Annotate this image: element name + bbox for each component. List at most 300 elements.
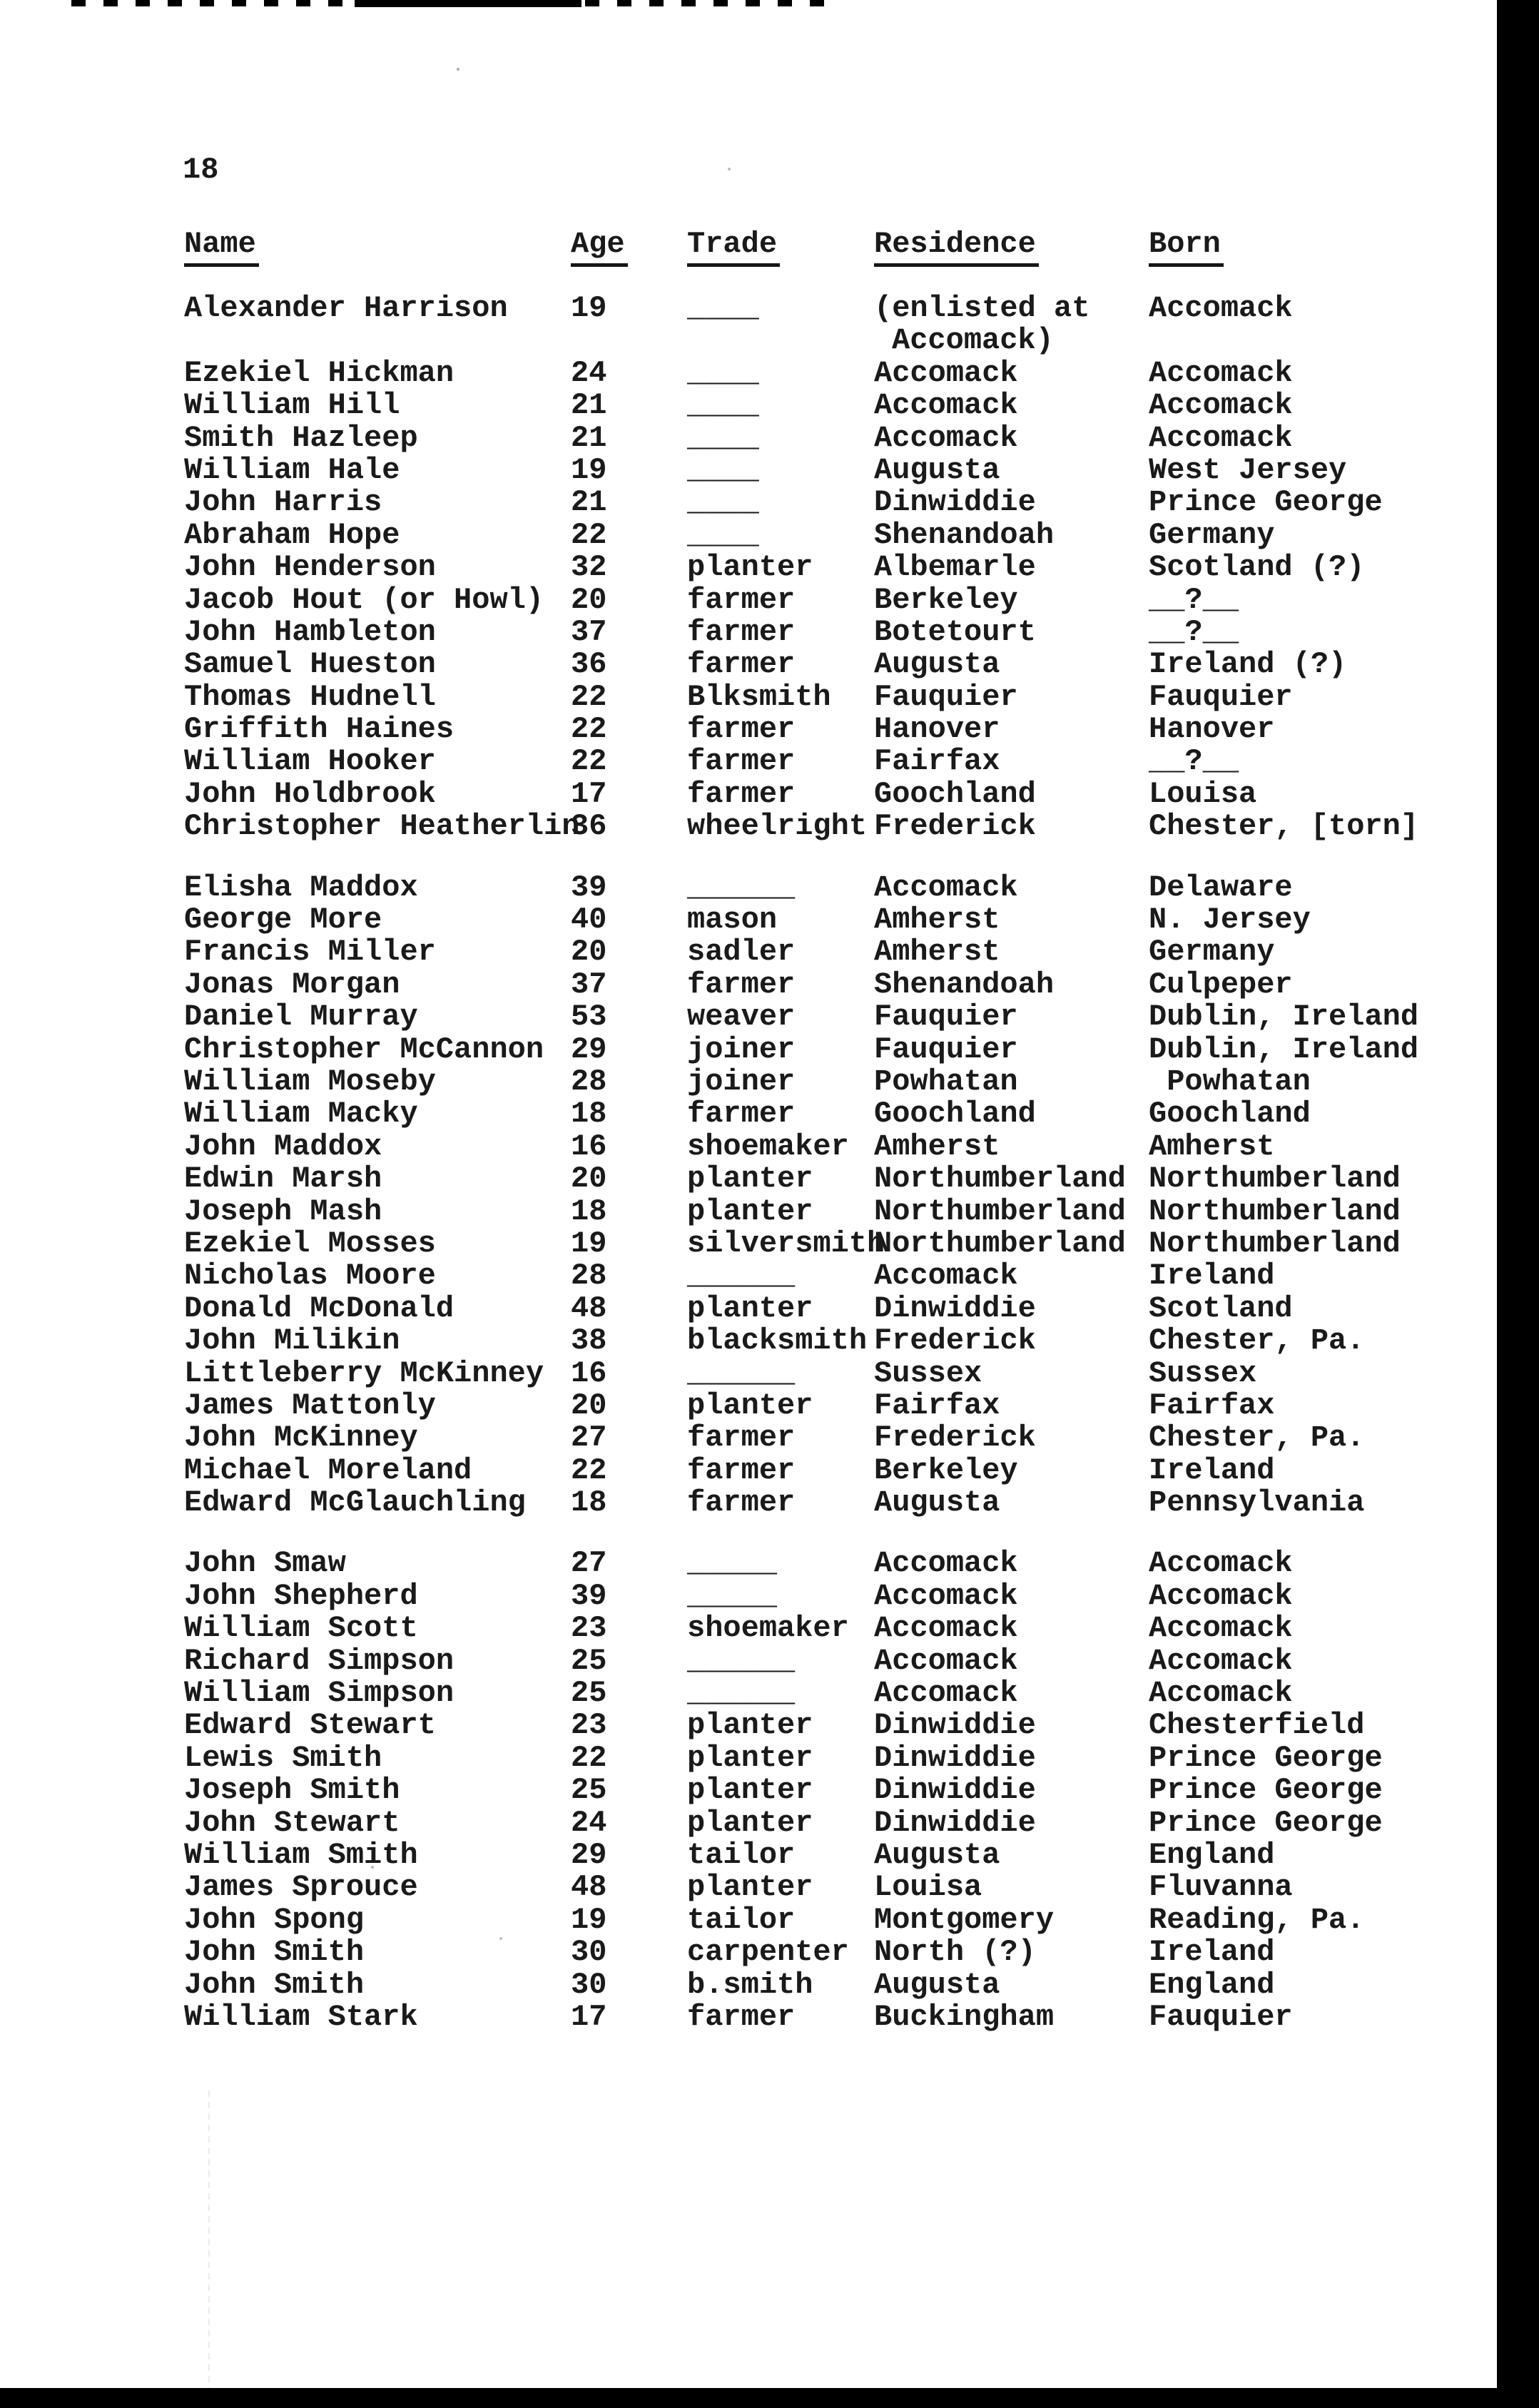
residence-cell: Augusta bbox=[874, 647, 1000, 682]
residence-cell: Accomack bbox=[874, 420, 1018, 455]
age-cell: 23 bbox=[571, 1611, 607, 1646]
page-number: 18 bbox=[183, 153, 219, 187]
trade-cell: sadler bbox=[687, 935, 796, 970]
name-cell: William Simpson bbox=[184, 1676, 454, 1711]
table-row bbox=[184, 2001, 1511, 2033]
trade-cell: ____ bbox=[687, 291, 759, 325]
table-row bbox=[184, 616, 1511, 649]
table-row bbox=[184, 681, 1511, 713]
trade-cell: ______ bbox=[687, 1356, 796, 1391]
table-row bbox=[184, 1325, 1511, 1357]
born-cell: Northumberland bbox=[1149, 1162, 1401, 1197]
table-row bbox=[184, 1710, 1511, 1742]
born-cell: Accomack bbox=[1149, 420, 1293, 455]
age-cell: 20 bbox=[571, 582, 607, 617]
residence-cell: Botetourt bbox=[874, 614, 1036, 649]
age-cell: 40 bbox=[571, 903, 607, 938]
name-cell: Edward McGlauchling bbox=[184, 1485, 526, 1520]
name-cell: William Hill bbox=[184, 388, 400, 423]
scan-speck bbox=[457, 68, 459, 71]
trade-cell: farmer bbox=[687, 744, 796, 779]
residence-cell: Fauquier bbox=[874, 679, 1018, 714]
table-row bbox=[184, 519, 1511, 552]
table-row bbox=[184, 487, 1511, 519]
column-header-name: Name bbox=[184, 228, 259, 267]
age-cell: 25 bbox=[571, 1773, 607, 1808]
name-cell: John Shepherd bbox=[184, 1578, 418, 1613]
born-cell: Delaware bbox=[1149, 870, 1293, 905]
table-row bbox=[184, 1904, 1511, 1936]
age-cell: 21 bbox=[571, 420, 607, 455]
residence-cell: North (?) bbox=[874, 1935, 1036, 1970]
residence-cell: Fairfax bbox=[874, 744, 1000, 779]
age-cell: 30 bbox=[571, 1935, 607, 1970]
table-row bbox=[184, 422, 1511, 454]
name-cell: Christopher Heatherlin bbox=[184, 809, 580, 844]
age-cell: 20 bbox=[571, 1162, 607, 1197]
name-cell: John McKinney bbox=[184, 1421, 418, 1456]
age-cell: 39 bbox=[571, 1578, 607, 1613]
trade-cell: ____ bbox=[687, 355, 759, 390]
trade-cell: farmer bbox=[687, 1453, 796, 1488]
column-header-residence: Residence bbox=[874, 228, 1039, 267]
trade-cell: tailor bbox=[687, 1837, 796, 1872]
born-cell: West Jersey bbox=[1149, 452, 1347, 487]
born-cell: England bbox=[1149, 1837, 1275, 1872]
name-cell: Abraham Hope bbox=[184, 517, 400, 552]
table-row bbox=[184, 1098, 1511, 1130]
table-row bbox=[184, 1034, 1511, 1066]
age-cell: 30 bbox=[571, 1967, 607, 2002]
table-row bbox=[184, 1163, 1511, 1195]
residence-cell: Augusta bbox=[874, 452, 1000, 487]
age-cell: 21 bbox=[571, 388, 607, 423]
trade-cell: joiner bbox=[687, 1065, 796, 1099]
name-cell: John Smaw bbox=[184, 1546, 346, 1581]
table-row bbox=[184, 1487, 1511, 1519]
trade-cell: blacksmith bbox=[687, 1324, 868, 1358]
table-header bbox=[184, 228, 1468, 273]
age-cell: 22 bbox=[571, 744, 607, 779]
residence-cell: Dinwiddie bbox=[874, 1805, 1036, 1840]
trade-cell: planter bbox=[687, 1773, 813, 1808]
column-header-age: Age bbox=[571, 228, 628, 267]
trade-cell: farmer bbox=[687, 647, 796, 682]
residence-cell: Accomack bbox=[874, 870, 1018, 905]
table-row bbox=[184, 1066, 1511, 1098]
table-row bbox=[184, 1358, 1511, 1390]
name-cell: Francis Miller bbox=[184, 935, 436, 970]
residence-cell: Hanover bbox=[874, 712, 1000, 747]
residence-cell: Augusta bbox=[874, 1837, 1000, 1872]
residence-cell: Buckingham bbox=[874, 1999, 1055, 2034]
born-cell: Germany bbox=[1149, 517, 1275, 552]
residence-cell: Northumberland bbox=[874, 1194, 1126, 1229]
residence-cell: (enlisted at bbox=[874, 291, 1090, 325]
name-cell: John Maddox bbox=[184, 1129, 382, 1164]
trade-cell: ____ bbox=[687, 485, 759, 520]
born-cell: Powhatan bbox=[1149, 1065, 1311, 1099]
name-cell: Griffith Haines bbox=[184, 712, 454, 747]
name-cell: John Holdbrook bbox=[184, 776, 436, 811]
residence-cell: Accomack bbox=[874, 1676, 1018, 1711]
age-cell: 36 bbox=[571, 809, 607, 844]
age-cell: 27 bbox=[571, 1421, 607, 1456]
name-cell: John Milikin bbox=[184, 1324, 400, 1358]
name-cell: William Hooker bbox=[184, 744, 436, 779]
table-row bbox=[184, 1293, 1511, 1325]
trade-cell: farmer bbox=[687, 712, 796, 747]
trade-cell: silversmith bbox=[687, 1226, 885, 1261]
residence-cell: Goochland bbox=[874, 1097, 1036, 1132]
table-row bbox=[184, 1936, 1511, 1968]
table-row bbox=[184, 293, 1511, 357]
name-cell: John Stewart bbox=[184, 1805, 400, 1840]
residence-cell: Frederick bbox=[874, 809, 1036, 844]
table-row bbox=[184, 1228, 1511, 1260]
age-cell: 25 bbox=[571, 1643, 607, 1678]
trade-cell: farmer bbox=[687, 967, 796, 1002]
name-cell: William Stark bbox=[184, 1999, 418, 2034]
residence-cell: Louisa bbox=[874, 1870, 982, 1905]
trade-cell: ______ bbox=[687, 870, 796, 905]
age-cell: 22 bbox=[571, 1740, 607, 1775]
name-cell: Edward Stewart bbox=[184, 1708, 436, 1743]
name-cell: John Smith bbox=[184, 1967, 365, 2002]
table-row bbox=[184, 1390, 1511, 1422]
born-cell: Ireland bbox=[1149, 1935, 1275, 1970]
name-cell: Donald McDonald bbox=[184, 1291, 454, 1326]
name-cell: John Henderson bbox=[184, 550, 436, 585]
trade-cell: tailor bbox=[687, 1902, 796, 1937]
age-cell: 22 bbox=[571, 1453, 607, 1488]
table-row bbox=[184, 584, 1511, 616]
residence-cell: Northumberland bbox=[874, 1226, 1126, 1261]
residence-cell: Amherst bbox=[874, 935, 1000, 970]
age-cell: 29 bbox=[571, 1032, 607, 1067]
age-cell: 25 bbox=[571, 1676, 607, 1711]
age-cell: 37 bbox=[571, 967, 607, 1002]
age-cell: 18 bbox=[571, 1194, 607, 1229]
residence-cell: Accomack bbox=[874, 1611, 1018, 1646]
roster-group bbox=[184, 1548, 1511, 2033]
name-cell: Samuel Hueston bbox=[184, 647, 436, 682]
born-cell: Prince George bbox=[1149, 1805, 1383, 1840]
table-row bbox=[184, 1455, 1511, 1487]
name-cell: Ezekiel Hickman bbox=[184, 355, 454, 390]
name-cell: Michael Moreland bbox=[184, 1453, 472, 1488]
born-cell: Prince George bbox=[1149, 485, 1383, 520]
column-header-trade: Trade bbox=[687, 228, 780, 267]
residence-cell: Sussex bbox=[874, 1356, 982, 1391]
table-row bbox=[184, 390, 1511, 422]
age-cell: 32 bbox=[571, 550, 607, 585]
table-row bbox=[184, 969, 1511, 1001]
trade-cell: joiner bbox=[687, 1032, 796, 1067]
trade-cell: shoemaker bbox=[687, 1611, 849, 1646]
table-row bbox=[184, 1131, 1511, 1163]
born-cell: Chester, Pa. bbox=[1149, 1324, 1365, 1358]
trade-cell: weaver bbox=[687, 1000, 796, 1035]
residence-cell: Frederick bbox=[874, 1421, 1036, 1456]
scan-edge-solid-mark bbox=[355, 0, 581, 7]
born-cell: Northumberland bbox=[1149, 1194, 1401, 1229]
trade-cell: ____ bbox=[687, 388, 759, 423]
born-cell: Culpeper bbox=[1149, 967, 1293, 1002]
name-cell: John Harris bbox=[184, 485, 382, 520]
table-row bbox=[184, 552, 1511, 584]
born-cell: Ireland bbox=[1149, 1259, 1275, 1294]
residence-cell: Amherst bbox=[874, 903, 1000, 938]
trade-cell: shoemaker bbox=[687, 1129, 849, 1164]
residence-cell: Powhatan bbox=[874, 1065, 1018, 1099]
table-row bbox=[184, 1774, 1511, 1807]
age-cell: 28 bbox=[571, 1065, 607, 1099]
age-cell: 17 bbox=[571, 776, 607, 811]
table-row bbox=[184, 1871, 1511, 1904]
name-cell: James Mattonly bbox=[184, 1388, 436, 1423]
age-cell: 27 bbox=[571, 1546, 607, 1581]
residence-cell: Frederick bbox=[874, 1324, 1036, 1358]
name-cell: Alexander Harrison bbox=[184, 291, 508, 325]
residence-cell: Augusta bbox=[874, 1967, 1000, 2002]
scan-artifact-line bbox=[208, 2091, 210, 2388]
born-cell: Chesterfield bbox=[1149, 1708, 1365, 1743]
born-cell: Reading, Pa. bbox=[1149, 1902, 1365, 1937]
residence-cell: Goochland bbox=[874, 776, 1036, 811]
trade-cell: mason bbox=[687, 903, 778, 938]
trade-cell: planter bbox=[687, 1805, 813, 1840]
trade-cell: ____ bbox=[687, 517, 759, 552]
age-cell: 36 bbox=[571, 647, 607, 682]
trade-cell: planter bbox=[687, 1291, 813, 1326]
name-cell: Elisha Maddox bbox=[184, 870, 418, 905]
trade-cell: _____ bbox=[687, 1546, 778, 1581]
born-cell: Fairfax bbox=[1149, 1388, 1275, 1423]
trade-cell: planter bbox=[687, 1740, 813, 1775]
born-cell: Accomack bbox=[1149, 1611, 1293, 1646]
trade-cell: ______ bbox=[687, 1676, 796, 1711]
name-cell: John Spong bbox=[184, 1902, 365, 1937]
age-cell: 20 bbox=[571, 935, 607, 970]
residence-cell: Dinwiddie bbox=[874, 1708, 1036, 1743]
table-row bbox=[184, 872, 1511, 904]
name-cell: William Smith bbox=[184, 1837, 418, 1872]
name-cell: Jonas Morgan bbox=[184, 967, 400, 1002]
residence-cell: Dinwiddie bbox=[874, 485, 1036, 520]
name-cell: Jacob Hout (or Howl) bbox=[184, 582, 544, 617]
age-cell: 22 bbox=[571, 712, 607, 747]
column-header-born: Born bbox=[1149, 228, 1224, 267]
trade-cell: ______ bbox=[687, 1643, 796, 1678]
residence-cell: Dinwiddie bbox=[874, 1740, 1036, 1775]
table-row bbox=[184, 778, 1511, 811]
born-cell: England bbox=[1149, 1967, 1275, 2002]
name-cell: John Smith bbox=[184, 1935, 365, 1970]
trade-cell: ____ bbox=[687, 420, 759, 455]
born-cell: Northumberland bbox=[1149, 1226, 1401, 1261]
age-cell: 21 bbox=[571, 485, 607, 520]
born-cell: Ireland bbox=[1149, 1453, 1275, 1488]
residence-cell-line2: Accomack) bbox=[892, 323, 1054, 358]
residence-cell: Fauquier bbox=[874, 1000, 1018, 1035]
born-cell: Accomack bbox=[1149, 355, 1293, 390]
age-cell: 18 bbox=[571, 1485, 607, 1520]
name-cell: John Hambleton bbox=[184, 614, 436, 649]
residence-cell: Fauquier bbox=[874, 1032, 1018, 1067]
born-cell: Ireland (?) bbox=[1149, 647, 1347, 682]
born-cell: __?__ bbox=[1149, 614, 1239, 649]
table-row bbox=[184, 904, 1511, 936]
trade-cell: farmer bbox=[687, 1097, 796, 1132]
table-row bbox=[184, 1260, 1511, 1292]
name-cell: Littleberry McKinney bbox=[184, 1356, 544, 1391]
name-cell: William Scott bbox=[184, 1611, 418, 1646]
table-row bbox=[184, 1677, 1511, 1710]
born-cell: Germany bbox=[1149, 935, 1275, 970]
age-cell: 38 bbox=[571, 1324, 607, 1358]
age-cell: 24 bbox=[571, 355, 607, 390]
born-cell: Chester, Pa. bbox=[1149, 1421, 1365, 1456]
name-cell: Richard Simpson bbox=[184, 1643, 454, 1678]
residence-cell: Albemarle bbox=[874, 550, 1036, 585]
age-cell: 16 bbox=[571, 1129, 607, 1164]
name-cell: Lewis Smith bbox=[184, 1740, 382, 1775]
born-cell: Accomack bbox=[1149, 1546, 1293, 1581]
trade-cell: planter bbox=[687, 1162, 813, 1197]
born-cell: Goochland bbox=[1149, 1097, 1311, 1132]
age-cell: 23 bbox=[571, 1708, 607, 1743]
trade-cell: farmer bbox=[687, 582, 796, 617]
trade-cell: Blksmith bbox=[687, 679, 831, 714]
born-cell: Hanover bbox=[1149, 712, 1275, 747]
age-cell: 19 bbox=[571, 452, 607, 487]
age-cell: 19 bbox=[571, 1226, 607, 1261]
trade-cell: planter bbox=[687, 1708, 813, 1743]
residence-cell: Augusta bbox=[874, 1485, 1000, 1520]
table-row bbox=[184, 746, 1511, 778]
name-cell: Nicholas Moore bbox=[184, 1259, 436, 1294]
born-cell: Scotland bbox=[1149, 1291, 1293, 1326]
age-cell: 19 bbox=[571, 1902, 607, 1937]
name-cell: William Hale bbox=[184, 452, 400, 487]
age-cell: 39 bbox=[571, 870, 607, 905]
residence-cell: Accomack bbox=[874, 355, 1018, 390]
residence-cell: Shenandoah bbox=[874, 967, 1055, 1002]
born-cell: Scotland (?) bbox=[1149, 550, 1365, 585]
residence-cell: Accomack bbox=[874, 1643, 1018, 1678]
born-cell: Accomack bbox=[1149, 291, 1293, 325]
trade-cell: farmer bbox=[687, 776, 796, 811]
table-row bbox=[184, 1580, 1511, 1612]
trade-cell: planter bbox=[687, 1388, 813, 1423]
table-row bbox=[184, 1196, 1511, 1228]
age-cell: 22 bbox=[571, 517, 607, 552]
born-cell: N. Jersey bbox=[1149, 903, 1311, 938]
age-cell: 37 bbox=[571, 614, 607, 649]
residence-cell: Accomack bbox=[874, 1546, 1018, 1581]
born-cell: Accomack bbox=[1149, 1676, 1293, 1711]
residence-cell: Berkeley bbox=[874, 582, 1018, 617]
residence-cell: Amherst bbox=[874, 1129, 1000, 1164]
born-cell: __?__ bbox=[1149, 744, 1239, 779]
name-cell: James Sprouce bbox=[184, 1870, 418, 1905]
trade-cell: _____ bbox=[687, 1578, 778, 1613]
name-cell: Joseph Smith bbox=[184, 1773, 400, 1808]
name-cell: Joseph Mash bbox=[184, 1194, 382, 1229]
born-cell: Dublin, Ireland bbox=[1149, 1032, 1419, 1067]
trade-cell: farmer bbox=[687, 1421, 796, 1456]
table-row bbox=[184, 713, 1511, 746]
trade-cell: carpenter bbox=[687, 1935, 849, 1970]
age-cell: 20 bbox=[571, 1388, 607, 1423]
name-cell: William Moseby bbox=[184, 1065, 436, 1099]
roster-group bbox=[184, 293, 1511, 843]
name-cell: William Macky bbox=[184, 1097, 418, 1132]
name-cell: Ezekiel Mosses bbox=[184, 1226, 436, 1261]
table-row bbox=[184, 936, 1511, 968]
trade-cell: farmer bbox=[687, 614, 796, 649]
residence-cell: Accomack bbox=[874, 1259, 1018, 1294]
table-row bbox=[184, 1548, 1511, 1580]
residence-cell: Berkeley bbox=[874, 1453, 1018, 1488]
trade-cell: ____ bbox=[687, 452, 759, 487]
trade-cell: farmer bbox=[687, 1999, 796, 2034]
table-row bbox=[184, 1612, 1511, 1645]
trade-cell: planter bbox=[687, 550, 813, 585]
born-cell: Sussex bbox=[1149, 1356, 1257, 1391]
residence-cell: Accomack bbox=[874, 388, 1018, 423]
table-row bbox=[184, 357, 1511, 390]
age-cell: 48 bbox=[571, 1870, 607, 1905]
age-cell: 29 bbox=[571, 1837, 607, 1872]
residence-cell: Dinwiddie bbox=[874, 1773, 1036, 1808]
table-row bbox=[184, 1742, 1511, 1774]
trade-cell: planter bbox=[687, 1870, 813, 1905]
table-row bbox=[184, 1645, 1511, 1677]
table-row bbox=[184, 1422, 1511, 1454]
name-cell: Thomas Hudnell bbox=[184, 679, 436, 714]
residence-cell: Fairfax bbox=[874, 1388, 1000, 1423]
name-cell: George More bbox=[184, 903, 382, 938]
born-cell: Accomack bbox=[1149, 1578, 1293, 1613]
age-cell: 16 bbox=[571, 1356, 607, 1391]
born-cell: Fauquier bbox=[1149, 1999, 1293, 2034]
born-cell: Prince George bbox=[1149, 1773, 1383, 1808]
trade-cell: wheelright bbox=[687, 809, 868, 844]
trade-cell: farmer bbox=[687, 1485, 796, 1520]
scan-black-border-bottom bbox=[0, 2388, 1539, 2408]
age-cell: 24 bbox=[571, 1805, 607, 1840]
table-row bbox=[184, 1807, 1511, 1839]
age-cell: 22 bbox=[571, 679, 607, 714]
table-row bbox=[184, 1969, 1511, 2001]
name-cell: Daniel Murray bbox=[184, 1000, 418, 1035]
born-cell: Fluvanna bbox=[1149, 1870, 1293, 1905]
table-row bbox=[184, 1839, 1511, 1871]
born-cell: Louisa bbox=[1149, 776, 1257, 811]
residence-cell: Montgomery bbox=[874, 1902, 1055, 1937]
age-cell: 28 bbox=[571, 1259, 607, 1294]
trade-cell: planter bbox=[687, 1194, 813, 1229]
table-row bbox=[184, 1001, 1511, 1033]
born-cell: Amherst bbox=[1149, 1129, 1275, 1164]
name-cell: Christopher McCannon bbox=[184, 1032, 544, 1067]
trade-cell: b.smith bbox=[687, 1967, 813, 2002]
born-cell: Fauquier bbox=[1149, 679, 1293, 714]
residence-cell: Northumberland bbox=[874, 1162, 1126, 1197]
age-cell: 17 bbox=[571, 1999, 607, 2034]
